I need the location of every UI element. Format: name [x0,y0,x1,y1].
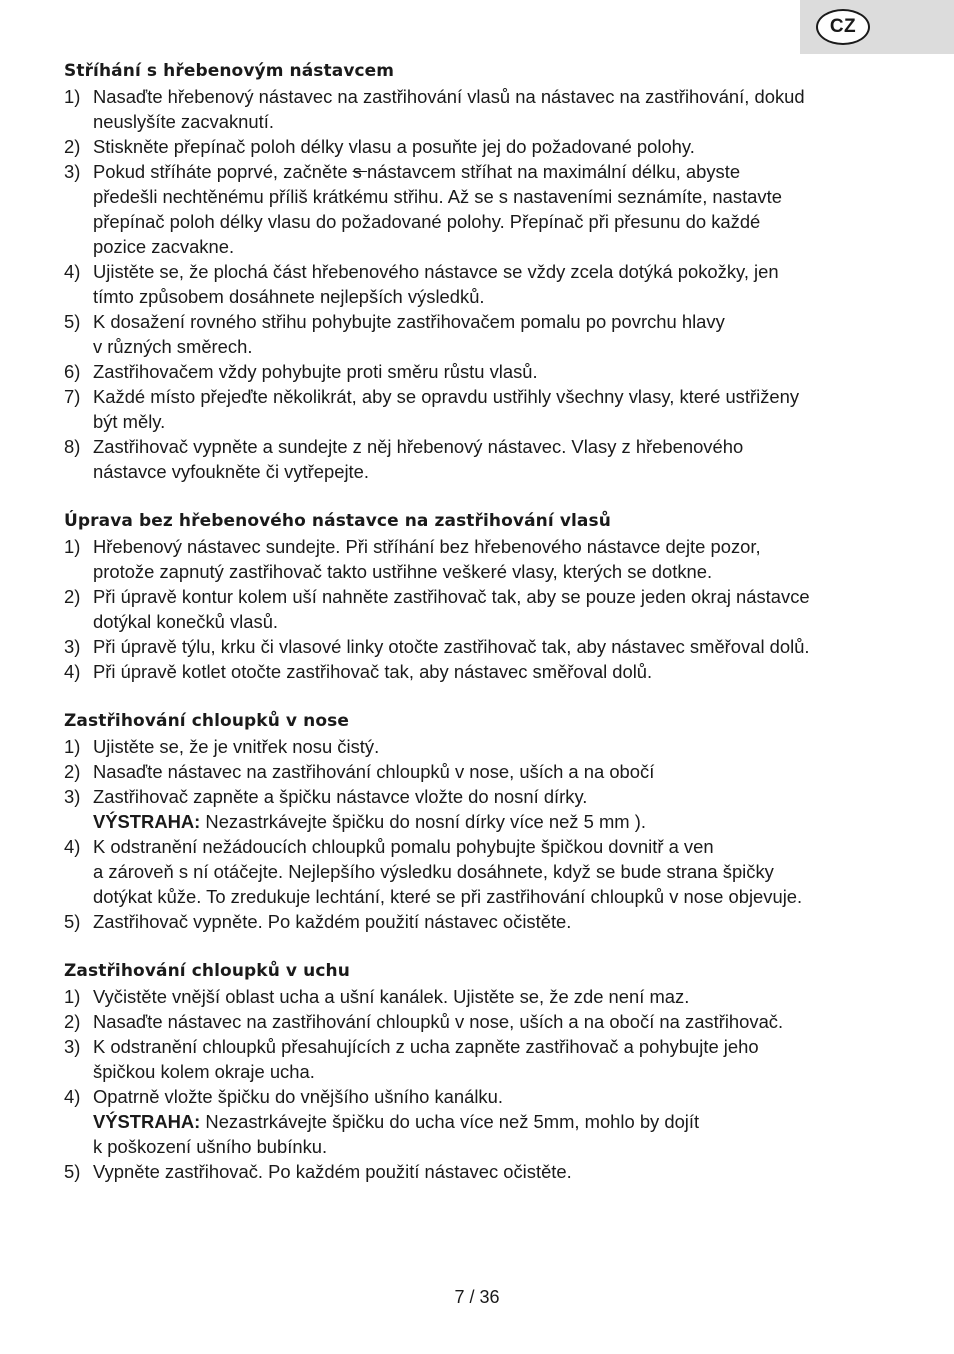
warning-label: VÝSTRAHA: [93,1111,201,1132]
section-no-comb [64,509,900,684]
item-text: špičkou kolem okraje ucha. [93,1061,315,1082]
item-number: 2) [64,136,81,157]
item-text: Při úpravě týlu, krku či vlasové linky otočte zastřihovač tak, aby nástavec směřoval dolů. [93,636,810,657]
item-number: 2) [64,1011,81,1032]
item-text: dotýkat kůže. To zredukuje lechtání, které se při zastřihování chloupků v nose objevuje. [93,886,803,907]
item-number: 4) [64,836,81,857]
section-heading: Zastřihování chloupků v uchu [64,961,350,981]
warning-label: VÝSTRAHA: [93,811,201,832]
list-item [64,359,900,384]
item-number: 3) [64,636,81,657]
item-text: Při úpravě kontur kolem uší nahněte zastřihovač tak, aby se pouze jeden okraj nástavce [93,586,810,607]
item-text: Zastřihovač zapněte a špičku nástavce vložte do nosní dírky. [93,786,588,807]
item-number: 3) [64,161,81,182]
item-text: a zároveň s ní otáčejte. Nejlepšího výsledku dosáhnete, když se bude strana špičky [93,861,774,882]
item-number: 4) [64,1086,81,1107]
item-text: neuslyšíte zacvaknutí. [93,111,274,132]
item-text: Vyčistěte vnější oblast ucha a ušní kanálek. Ujistěte se, že zde není maz. [93,986,690,1007]
list-item [64,1159,900,1184]
item-number: 1) [64,86,81,107]
list-item [64,1084,900,1159]
item-number: 7) [64,386,81,407]
item-text: být měly. [93,411,166,432]
item-number: 6) [64,361,81,382]
section-heading: Stříhání s hřebenovým nástavcem [64,61,395,81]
item-text-part: Pokud stříháte poprvé, začněte [93,161,353,182]
item-text: Při úpravě kotlet otočte zastřihovač tak, aby nástavec směřoval dolů. [93,661,653,682]
item-text: dotýkal konečků vlasů. [93,611,279,632]
list-item [64,309,900,359]
item-number: 1) [64,736,81,757]
list-item [64,784,900,834]
item-text: tímto způsobem dosáhnete nejlepších výsledků. [93,286,485,307]
item-number: 3) [64,786,81,807]
list-item [64,1034,900,1084]
list-item [64,584,900,634]
section-heading: Úprava bez hřebenového nástavce na zastřihování vlasů [64,511,611,531]
item-text: Zastřihovačem vždy pohybujte proti směru růstu vlasů. [93,361,538,382]
warning-line [93,1109,900,1134]
item-text: Každé místo přejeďte několikrát, aby se opravdu ustřihly všechny vlasy, které ustřiženy [93,386,800,407]
list-item [64,84,900,134]
list-item [64,834,900,909]
item-text: v různých směrech. [93,336,253,357]
list-item [64,259,900,309]
section-nose [64,709,900,934]
warning-text: Nezastrkávejte špičku do nosní dírky více než 5 mm ). [200,811,646,832]
section-ear [64,959,900,1184]
item-text: Nasaďte hřebenový nástavec na zastřihování vlasů na nástavec na zastřihování, dokud [93,86,805,107]
list-item [64,1009,900,1034]
item-text: Zastřihovač vypněte. Po každém použití nástavec očistěte. [93,911,572,932]
item-text: pozice zacvakne. [93,236,235,257]
item-number: 2) [64,761,81,782]
item-text: Vypněte zastřihovač. Po každém použití nástavec očistěte. [93,1161,572,1182]
item-number: 5) [64,911,81,932]
item-number: 5) [64,311,81,332]
item-text: Nasaďte nástavec na zastřihování chloupků v nose, uších a na obočí na zastřihovač. [93,1011,784,1032]
item-text: Stiskněte přepínač poloh délky vlasu a posuňte jej do požadované polohy. [93,136,695,157]
list-item [64,434,900,484]
item-text [93,159,900,184]
list-item [64,984,900,1009]
warning-line [93,809,900,834]
item-text: K dosažení rovného střihu pohybujte zastřihovačem pomalu po povrchu hlavy [93,311,725,332]
item-text: K odstranění nežádoucích chloupků pomalu pohybujte špičkou dovnitř a ven [93,836,714,857]
language-badge: CZ [816,9,870,45]
item-number: 4) [64,661,81,682]
item-text: protože zapnutý zastřihovač takto ustřihne veškeré vlasy, kterých se dotkne. [93,561,713,582]
warning-text: Nezastrkávejte špičku do ucha více než 5mm, mohlo by dojít [200,1111,700,1132]
item-text: přepínač poloh délky vlasu do požadované polohy. Přepínač při přesunu do každé [93,211,761,232]
item-text-part: nástavcem stříhat na maximální délku, abyste [366,161,741,182]
item-text: nástavce vyfoukněte či vytřepejte. [93,461,370,482]
section-combing [64,59,900,484]
item-number: 1) [64,536,81,557]
item-number: 4) [64,261,81,282]
item-number: 2) [64,586,81,607]
list-item [64,659,900,684]
item-text: Ujistěte se, že plochá část hřebenového nástavce se vždy zcela dotýká pokožky, jen [93,261,779,282]
item-text: Opatrně vložte špičku do vnějšího ušního kanálku. [93,1086,503,1107]
item-text: K odstranění chloupků přesahujících z ucha zapněte zastřihovač a pohybujte jeho [93,1036,759,1057]
list-item [64,134,900,159]
warning-text-continued: k poškození ušního bubínku. [93,1136,328,1157]
list-item [64,734,900,759]
section-heading: Zastřihování chloupků v nose [64,711,349,731]
page-number [0,1285,954,1310]
item-number: 8) [64,436,81,457]
list-item [64,384,900,434]
item-text: Nasaďte nástavec na zastřihování chloupků v nose, uších a na obočí [93,761,655,782]
item-number: 3) [64,1036,81,1057]
item-text: předešli nechtěnému příliš krátkému střihu. Až se s nastaveními seznámíte, nastavte [93,186,782,207]
list-item [64,634,900,659]
struck-text: s [352,161,367,182]
list-item [64,534,900,584]
item-number: 1) [64,986,81,1007]
list-item [64,159,900,259]
item-text: Ujistěte se, že je vnitřek nosu čistý. [93,736,380,757]
item-text: Hřebenový nástavec sundejte. Při stříhání bez hřebenového nástavce dejte pozor, [93,536,761,557]
language-tab [800,0,954,54]
page-current: 7 [454,1287,465,1307]
item-number: 5) [64,1161,81,1182]
page-total: / 36 [469,1287,500,1307]
document-body [64,59,900,1209]
list-item [64,909,900,934]
list-item [64,759,900,784]
item-text: Zastřihovač vypněte a sundejte z něj hřebenový nástavec. Vlasy z hřebenového [93,436,744,457]
